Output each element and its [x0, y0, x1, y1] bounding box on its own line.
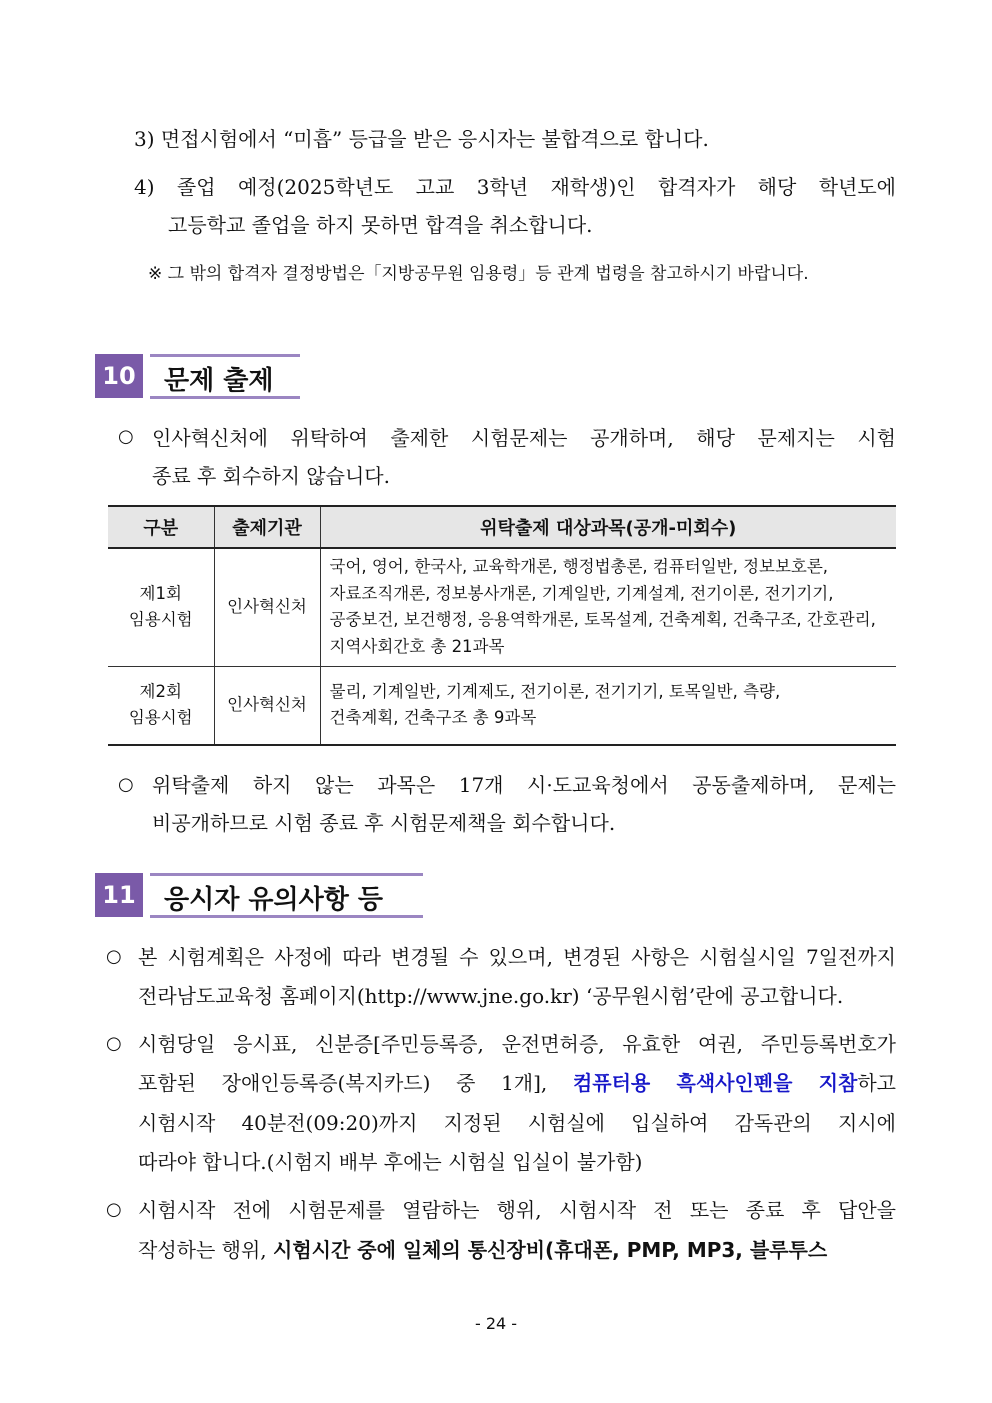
- exam-cell: [108, 548, 214, 666]
- section-11-title: 응시자 유의사항 등: [164, 885, 384, 915]
- exam-name: 제1회: [139, 584, 182, 604]
- section-11-bullet1-line1: 본 시험계획은 사정에 따라 변경될 수 있으며, 변경된 사항은 시험실시일 7일전까지: [138, 945, 896, 969]
- section-10-title: 문제 출제: [164, 366, 274, 396]
- agency-cell: 인사혁신처: [214, 666, 320, 744]
- exam-cell: [108, 666, 214, 744]
- section-10-bullet2-line1: 위탁출제 하지 않는 과목은 17개 시·도교육청에서 공동출제하며, 문제는: [152, 773, 896, 797]
- section-11-bar-top: [150, 873, 423, 876]
- section-11-bullet3-line1: 시험시작 전에 시험문제를 열람하는 행위, 시험시작 전 또는 종료 후 답안을: [138, 1198, 896, 1222]
- section-10-bar-top: [150, 354, 300, 357]
- section-11-bullet3-line2: [138, 1234, 827, 1263]
- section-11-bullet2-line3: 시험시작 40분전(09:20)까지 지정된 시험실에 입실하여 감독관의 지시에: [138, 1111, 896, 1135]
- section-11-bar-bottom: [150, 915, 423, 918]
- subjects-line: 물리, 기계일반, 기계제도, 전기이론, 전기기기, 토목일반, 측량,: [329, 681, 781, 701]
- item-4-line1: 4) 졸업 예정(2025학년도 고교 3학년 재학생)인 합격자가 해당 학년도에: [134, 175, 896, 199]
- exam-name: 임용시험: [128, 708, 193, 728]
- table-row: [108, 548, 896, 666]
- emphasis-devices: 시험시간 중에 일체의 통신장비(휴대폰, PMP, MP3, 블루투스: [273, 1238, 828, 1262]
- bullet-icon: ○: [106, 946, 122, 967]
- table-row: [108, 666, 896, 744]
- section-11-bullet2-line1: 시험당일 응시표, 신분증[주민등록증, 운전면허증, 유효한 여권, 주민등록번호가: [138, 1032, 896, 1056]
- bullet2-line2-text: 포함된 장애인등록증(복지카드) 중 1개],: [138, 1071, 573, 1095]
- table-header: 출제기관: [214, 507, 320, 548]
- subjects-line: 자료조직개론, 정보봉사개론, 기계일반, 기계설계, 전기이론, 전기기기,: [329, 583, 834, 603]
- exam-name: 제2회: [139, 682, 182, 702]
- item-4-line2: 고등학교 졸업을 하지 못하면 합격을 취소합니다.: [168, 213, 593, 237]
- note: ※ 그 밖의 합격자 결정방법은「지방공무원 임용령」등 관계 법령을 참고하시기 바랍니다.: [148, 264, 809, 284]
- bullet-icon: ○: [118, 426, 134, 447]
- bullet2-line2-tail: 하고: [857, 1071, 896, 1095]
- page-number: - 24 -: [474, 1314, 518, 1333]
- emphasis-pen: 컴퓨터용 흑색사인펜을 지참: [572, 1071, 858, 1095]
- subjects-table: [108, 507, 896, 744]
- subjects-line: 지역사회간호 총 21과목: [329, 636, 505, 656]
- section-10-bullet1-line2: 종료 후 회수하지 않습니다.: [152, 464, 390, 488]
- item-3: 3) 면접시험에서 “미흡” 등급을 받은 응시자는 불합격으로 합니다.: [134, 127, 709, 151]
- subjects-cell: [320, 666, 896, 744]
- section-10-bullet1-line1: 인사혁신처에 위탁하여 출제한 시험문제는 공개하며, 해당 문제지는 시험: [152, 426, 896, 450]
- section-11-bullet2-line2: [138, 1067, 896, 1096]
- subjects-table-wrap: [108, 505, 896, 746]
- exam-name: 임용시험: [128, 610, 193, 630]
- agency-cell: 인사혁신처: [214, 548, 320, 666]
- section-11-number: 11: [95, 873, 143, 917]
- subjects-line: 공중보건, 보건행정, 응용역학개론, 토목설계, 건축계획, 건축구조, 간호관리,: [329, 610, 876, 630]
- section-11-bullet1-line2: 전라남도교육청 홈페이지(http://www.jne.go.kr) ‘공무원시험’란에 공고합니다.: [138, 984, 844, 1008]
- section-10-bar-bottom: [150, 396, 300, 399]
- table-header-row: [108, 507, 896, 548]
- section-10-bullet2-line2: 비공개하므로 시험 종료 후 시험문제책을 회수합니다.: [152, 811, 616, 835]
- bullet-icon: ○: [118, 774, 134, 795]
- bullet-icon: ○: [106, 1199, 122, 1220]
- section-10-number: 10: [95, 354, 143, 398]
- section-11-bullet2-line4: 따라야 합니다.(시험지 배부 후에는 시험실 입실이 불가함): [138, 1150, 643, 1174]
- bullet-icon: ○: [106, 1033, 122, 1054]
- bullet3-line2-text: 작성하는 행위,: [138, 1238, 273, 1262]
- subjects-cell: [320, 548, 896, 666]
- table-header: 구분: [108, 507, 214, 548]
- subjects-line: 국어, 영어, 한국사, 교육학개론, 행정법총론, 컴퓨터일반, 정보보호론,: [329, 557, 829, 577]
- table-header: 위탁출제 대상과목(공개-미회수): [320, 507, 896, 548]
- subjects-line: 건축계획, 건축구조 총 9과목: [329, 708, 537, 728]
